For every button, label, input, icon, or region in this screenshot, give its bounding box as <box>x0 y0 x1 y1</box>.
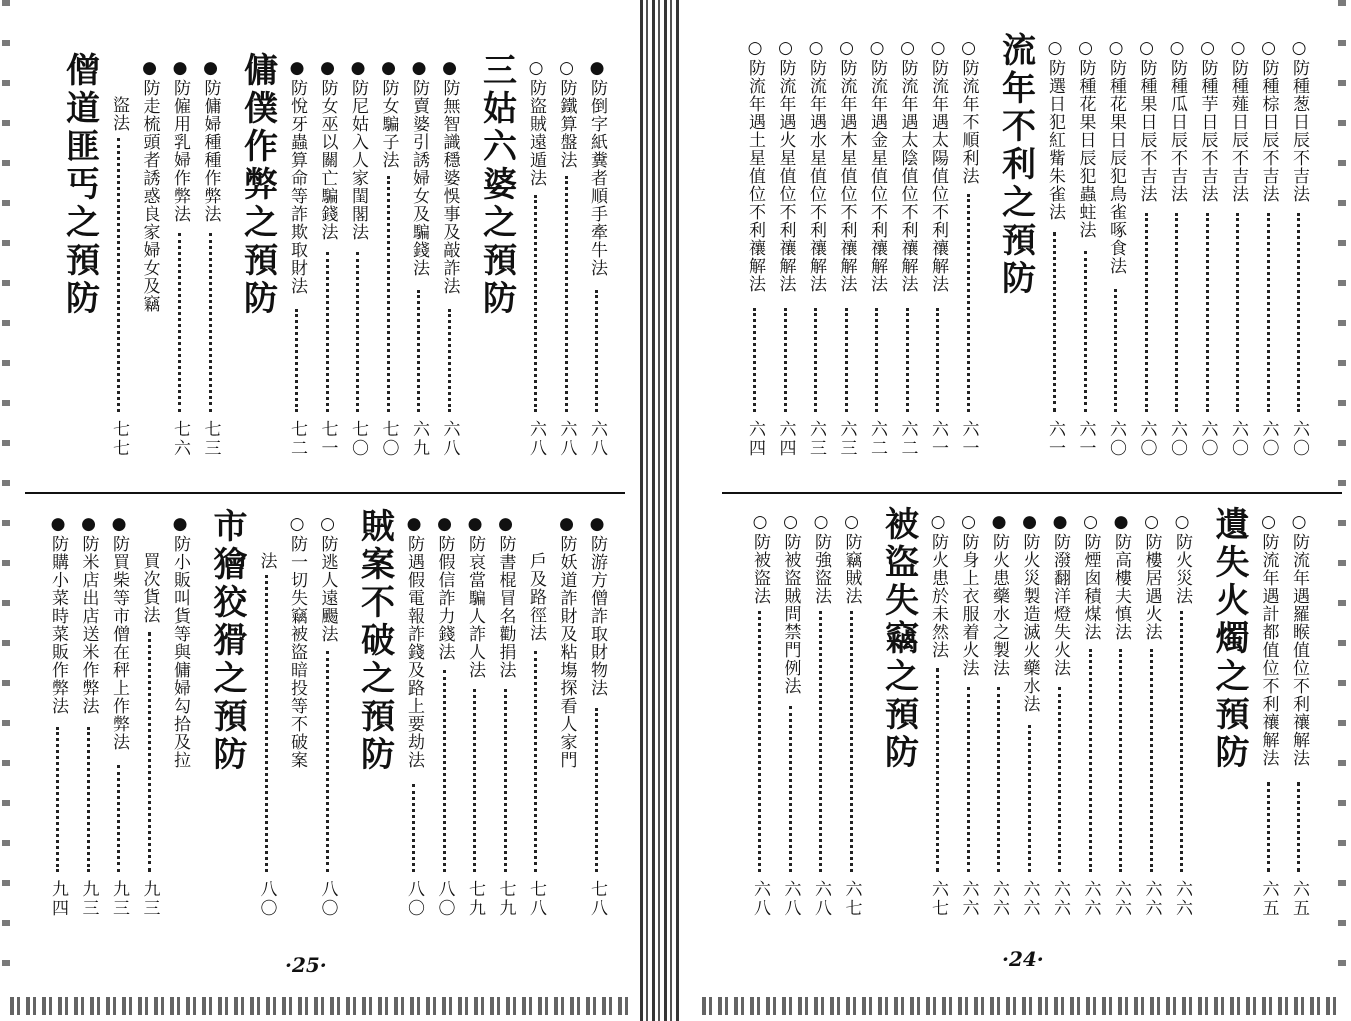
toc-page-number: 七二 <box>287 420 307 458</box>
toc-entry-title: ○防鐵算盤法 <box>556 58 577 169</box>
toc-page-number: 六一 <box>958 420 979 458</box>
toc-entry[interactable] <box>1137 500 1167 970</box>
toc-entry-title: ○防種棕日辰不吉法 <box>1258 38 1279 203</box>
toc-page-number: 七三 <box>200 420 221 458</box>
toc-entry-title: ○防盜賊遠遁法 <box>526 58 546 187</box>
leader-dots <box>967 194 970 412</box>
leader-dots <box>1180 611 1183 872</box>
toc-page-number: 六一 <box>1045 420 1065 458</box>
toc-page-number: 六二 <box>867 420 887 458</box>
section-heading: 僧道匪丐之預防 <box>59 52 100 318</box>
toc-page-number: 六九 <box>409 420 429 458</box>
toc-page-number: 六六 <box>1019 880 1040 918</box>
toc-entry-title: ○防流年遇木星值位不利禳解法 <box>836 38 857 293</box>
divider <box>722 492 1342 494</box>
toc-entry[interactable] <box>776 500 806 970</box>
toc-entry-title: ○防流年遇太陰值位不利禳解法 <box>897 38 918 293</box>
leader-dots <box>412 784 415 872</box>
toc-page-number: 六五 <box>1258 880 1279 918</box>
toc-entry-title: ○防強盜法 <box>811 512 831 605</box>
toc-entry[interactable] <box>313 0 343 490</box>
leader-dots <box>819 611 822 872</box>
leader-dots <box>565 176 568 412</box>
toc-entry-title: ○防種花果日辰犯鳥雀啄食法 <box>1106 38 1126 275</box>
toc-page-number: 六六 <box>1172 880 1192 918</box>
toc-entry[interactable] <box>862 0 892 490</box>
toc-page-number: 八〇 <box>317 880 338 918</box>
toc-page-number: 六五 <box>1289 880 1309 918</box>
toc-entry-title: ●防傭婦種種作弊法 <box>200 58 221 223</box>
toc-page-number: 六六 <box>989 880 1009 918</box>
toc-entry[interactable] <box>1193 0 1223 490</box>
section-heading: 被盜失竊之預防 <box>878 506 919 772</box>
toc-entry[interactable] <box>582 0 612 490</box>
toc-entry-title: 買次貨法 <box>139 552 160 624</box>
toc-entry-title: ○防流年遇水星值位不利禳解法 <box>806 38 826 293</box>
toc-page-number: 六〇 <box>1289 420 1309 458</box>
toc-entry-title: ●防倒字紙糞者順手牽牛法 <box>587 58 607 277</box>
leader-dots <box>1114 289 1117 412</box>
toc-page-number: 七八 <box>526 880 546 918</box>
toc-page-number: 六六 <box>958 880 979 918</box>
leader-dots <box>875 308 878 412</box>
toc-entry-title: ●防女騙子法 <box>378 58 399 169</box>
toc-page-number: 六八 <box>556 420 577 458</box>
toc-entry-title: ○防逃人遠颺法 <box>317 514 338 643</box>
leader-dots <box>1206 213 1209 412</box>
toc-entry[interactable] <box>954 500 984 970</box>
left-top-block <box>0 0 640 490</box>
toc-entry[interactable] <box>1284 0 1314 490</box>
toc-entry[interactable] <box>1015 500 1045 970</box>
toc-page-number: 六四 <box>775 420 796 458</box>
toc-page-number: 六八 <box>750 880 770 918</box>
leader-dots <box>473 689 476 872</box>
toc-page-number: 六四 <box>745 420 765 458</box>
leader-dots <box>1267 782 1270 872</box>
toc-entry-title: ○防流年不順利法 <box>958 38 979 185</box>
toc-entry-title: ●防妖道詐財及粘塲探看人家門 <box>556 514 577 769</box>
toc-entry[interactable] <box>1284 500 1314 970</box>
toc-entry-title: ●防米店出店送米作弊法 <box>78 514 99 715</box>
leader-dots <box>936 668 939 872</box>
toc-entry-title: ○防身上衣服着火法 <box>958 512 979 677</box>
right-top-block <box>682 0 1351 490</box>
leader-dots <box>753 308 756 412</box>
toc-entry[interactable] <box>771 0 801 490</box>
section-heading: 流年不利之預防 <box>995 32 1036 298</box>
toc-entry[interactable] <box>1045 500 1075 970</box>
leader-dots <box>417 290 420 412</box>
toc-entry-title: ○防流年遇計都值位不利禳解法 <box>1258 512 1279 767</box>
toc-entry[interactable] <box>1040 0 1070 490</box>
toc-page-number: 七六 <box>170 420 190 458</box>
leader-dots <box>117 138 120 412</box>
toc-page-number: 六六 <box>1050 880 1070 918</box>
leader-dots <box>595 708 598 872</box>
toc-entry-title: ○防種花果日辰犯蟲蛀法 <box>1075 38 1096 239</box>
leader-dots <box>1297 213 1300 412</box>
toc-entry-title: ●防游方僧詐取財物法 <box>587 514 607 697</box>
leader-dots <box>1236 213 1239 412</box>
toc-entry-title: ○防流年遇金星值位不利禳解法 <box>867 38 887 293</box>
toc-entry[interactable] <box>837 500 867 970</box>
leader-dots <box>1150 649 1153 872</box>
leader-dots <box>1175 213 1178 412</box>
toc-page-number: 七九 <box>495 880 516 918</box>
leader-dots <box>443 670 446 872</box>
toc-entry-title: ○防流年遇土星值位不利禳解法 <box>745 38 765 293</box>
book-spine <box>640 0 682 1021</box>
toc-entry[interactable] <box>923 0 953 490</box>
toc-entry-title: ●防小販叫貨等與傭婦勾拾及拉 <box>170 514 190 769</box>
toc-entry-title: ●防書棍冒名勸捐法 <box>495 514 516 679</box>
toc-page-number: 八〇 <box>434 880 455 918</box>
leader-dots <box>56 727 59 872</box>
leader-dots <box>295 309 298 412</box>
section-heading: 賊案不破之預防 <box>354 508 395 774</box>
toc-entry[interactable] <box>491 500 521 970</box>
toc-page-number: 七〇 <box>378 420 399 458</box>
toc-page-number: 六三 <box>836 420 857 458</box>
toc-entry[interactable] <box>343 0 373 490</box>
toc-entry-title: ●防無智識穩婆悞事及敲詐法 <box>439 58 460 295</box>
toc-entry[interactable] <box>165 500 195 970</box>
right-bottom-block <box>682 500 1351 970</box>
toc-entry-title: ●防女巫以關亡騙錢法 <box>317 58 338 241</box>
toc-entry-title: ○防一切失竊被盜暗投等不破案 <box>287 514 307 769</box>
leader-dots <box>117 765 120 872</box>
leader-dots <box>1145 213 1148 412</box>
leader-dots <box>1089 649 1092 872</box>
toc-page-number: 六一 <box>928 420 948 458</box>
toc-page-number: 八〇 <box>256 880 277 918</box>
leader-dots <box>504 689 507 872</box>
toc-page-number: 六八 <box>780 880 801 918</box>
leader-dots <box>1084 251 1087 412</box>
toc-entry-title: ○防火患於未然法 <box>928 512 948 659</box>
toc-entry[interactable] <box>893 0 923 490</box>
toc-page-number: 七一 <box>317 420 338 458</box>
toc-entry-title: ○防種葱日辰不吉法 <box>1289 38 1309 203</box>
leader-dots <box>1119 649 1122 872</box>
toc-entry[interactable] <box>521 0 551 490</box>
leader-dots <box>326 651 329 872</box>
page-24 <box>682 0 1351 1021</box>
toc-entry-title: ●防火災製造滅火藥水法 <box>1019 512 1040 713</box>
toc-entry[interactable] <box>104 0 134 490</box>
toc-entry-title: ○防竊賊法 <box>841 512 862 605</box>
toc-page-number: 六八 <box>587 420 607 458</box>
toc-entry[interactable] <box>404 0 434 490</box>
toc-entry[interactable] <box>313 500 343 970</box>
toc-entry-title: ○防被盜法 <box>750 512 770 605</box>
toc-entry[interactable] <box>399 500 429 970</box>
leader-dots <box>209 233 212 412</box>
leader-dots <box>265 575 268 872</box>
toc-page-number: 六〇 <box>1258 420 1279 458</box>
leader-dots <box>1028 725 1031 872</box>
toc-page-number: 七七 <box>109 420 129 458</box>
leader-dots <box>534 651 537 872</box>
toc-entry[interactable] <box>74 500 104 970</box>
leader-dots <box>850 611 853 872</box>
page-number: ·24· <box>1002 947 1044 971</box>
toc-entry[interactable] <box>282 500 312 970</box>
leader-dots <box>148 632 151 872</box>
toc-entry-title: ●防火患藥水之製法 <box>989 512 1009 677</box>
left-bottom-block <box>0 500 640 970</box>
toc-entry-title: ●防購小菜時菜販作弊法 <box>48 514 68 715</box>
toc-page-number: 六〇 <box>1167 420 1187 458</box>
leader-dots <box>534 195 537 412</box>
toc-page-number: 六七 <box>928 880 948 918</box>
toc-entry[interactable] <box>1254 0 1284 490</box>
leader-dots <box>87 727 90 872</box>
toc-entry-title: 戶及路徑法 <box>526 552 546 642</box>
toc-entry[interactable] <box>552 0 582 490</box>
toc-page-number: 六〇 <box>1106 420 1126 458</box>
toc-entry[interactable] <box>1106 500 1136 970</box>
toc-page-number: 六八 <box>526 420 546 458</box>
toc-page-number: 八〇 <box>404 880 424 918</box>
bottom-ornament <box>10 997 630 1015</box>
toc-entry-title: ○防流年遇太陽值位不利禳解法 <box>928 38 948 293</box>
toc-entry[interactable] <box>43 500 73 970</box>
page-25 <box>0 0 640 1021</box>
toc-entry-title: ○防樓居遇火法 <box>1141 512 1162 641</box>
leader-dots <box>356 252 359 412</box>
leader-dots <box>326 252 329 412</box>
leader-dots <box>936 308 939 412</box>
toc-entry[interactable] <box>1162 0 1192 490</box>
toc-entry[interactable] <box>521 500 551 970</box>
toc-entry[interactable] <box>1223 0 1253 490</box>
leader-dots <box>1058 687 1061 872</box>
toc-entry[interactable] <box>806 500 836 970</box>
toc-entry-title: 法 <box>256 552 277 570</box>
toc-entry-title: ○防種薤日辰不吉法 <box>1228 38 1248 203</box>
toc-entry-title: ●防潑翻洋燈失火法 <box>1050 512 1070 677</box>
toc-entry[interactable] <box>832 0 862 490</box>
toc-entry-title: ●防走梳頭者誘惑良家婦女及竊 <box>139 58 160 313</box>
toc-entry-title: ●防尼姑入人家閨閣法 <box>348 58 368 241</box>
toc-page-number: 九三 <box>78 880 99 918</box>
section-heading: 三姑六婆之預防 <box>476 52 517 318</box>
toc-page-number: 九三 <box>109 880 129 918</box>
toc-page-number: 六六 <box>1080 880 1101 918</box>
toc-page-number: 六三 <box>806 420 826 458</box>
section-heading: 遺失火燭之預防 <box>1209 506 1249 772</box>
toc-entry[interactable] <box>196 0 226 490</box>
toc-entry[interactable] <box>1101 0 1131 490</box>
toc-entry-title: ●防買柴等市僧在秤上作弊法 <box>109 514 129 751</box>
toc-entry-title: ●防遇假電報詐錢及路上要劫法 <box>404 514 424 769</box>
toc-entry[interactable] <box>1071 0 1101 490</box>
leader-dots <box>178 233 181 412</box>
leader-dots <box>1053 232 1056 412</box>
toc-page-number: 六〇 <box>1228 420 1248 458</box>
toc-page-number: 六六 <box>1141 880 1162 918</box>
bottom-ornament <box>702 997 1342 1015</box>
leader-dots <box>387 176 390 412</box>
toc-entry-title: ●防悅牙蟲算命等詐欺取財法 <box>287 58 307 295</box>
leader-dots <box>845 308 848 412</box>
toc-entry-title: ○防流年遇火星值位不利禳解法 <box>775 38 796 293</box>
toc-entry-title: ○防煙囱積煤法 <box>1080 512 1101 641</box>
toc-page-number: 九三 <box>139 880 160 918</box>
toc-entry[interactable] <box>552 500 582 970</box>
leader-dots <box>789 706 792 872</box>
toc-entry-title: ●防高樓夫慎法 <box>1111 512 1131 641</box>
toc-entry[interactable] <box>740 0 770 490</box>
toc-page-number: 六八 <box>439 420 460 458</box>
toc-entry[interactable] <box>1132 0 1162 490</box>
toc-entry-title: 盜法 <box>109 96 129 132</box>
toc-page-number: 六一 <box>1075 420 1096 458</box>
toc-page-number: 六〇 <box>1136 420 1157 458</box>
leader-dots <box>1297 782 1300 872</box>
toc-entry-title: ○防種瓜日辰不吉法 <box>1167 38 1187 203</box>
toc-entry[interactable] <box>1254 500 1284 970</box>
toc-page-number: 六七 <box>841 880 862 918</box>
toc-entry[interactable] <box>282 0 312 490</box>
toc-page-number: 六八 <box>811 880 831 918</box>
section-heading: 市獪狡猾之預防 <box>207 508 247 774</box>
leader-dots <box>906 308 909 412</box>
toc-entry-title: ○防火災法 <box>1172 512 1192 605</box>
toc-entry-title: ○防種果日辰不吉法 <box>1136 38 1157 203</box>
toc-entry[interactable] <box>135 0 165 490</box>
leader-dots <box>595 290 598 412</box>
toc-entry[interactable] <box>923 500 953 970</box>
toc-page-number: 七〇 <box>348 420 368 458</box>
toc-entry[interactable] <box>984 500 1014 970</box>
toc-entry[interactable] <box>374 0 404 490</box>
leader-dots <box>997 687 1000 872</box>
toc-page-number: 六〇 <box>1197 420 1218 458</box>
toc-entry-title: ●防僱用乳婦作弊法 <box>170 58 190 223</box>
page-number: ·25· <box>285 953 327 977</box>
toc-entry-title: ●防假信詐力錢法 <box>434 514 455 661</box>
toc-entry-title: ○防被盜賊問禁門例法 <box>780 512 801 695</box>
toc-entry[interactable] <box>135 500 165 970</box>
toc-entry[interactable] <box>801 0 831 490</box>
toc-entry-title: ●防哀當騙人詐人法 <box>465 514 485 679</box>
toc-page-number: 七八 <box>587 880 607 918</box>
toc-entry[interactable] <box>1076 500 1106 970</box>
leader-dots <box>784 308 787 412</box>
toc-entry[interactable] <box>430 500 460 970</box>
toc-entry[interactable] <box>252 500 282 970</box>
section-heading: 傭僕作弊之預防 <box>237 52 278 318</box>
divider <box>25 492 625 494</box>
leader-dots <box>448 309 451 412</box>
toc-entry[interactable] <box>954 0 984 490</box>
toc-entry[interactable] <box>745 500 775 970</box>
toc-entry[interactable] <box>582 500 612 970</box>
toc-page-number: 六二 <box>897 420 918 458</box>
leader-dots <box>758 611 761 872</box>
toc-entry[interactable] <box>1167 500 1197 970</box>
leader-dots <box>814 308 817 412</box>
leader-dots <box>967 687 970 872</box>
toc-page-number: 七九 <box>465 880 485 918</box>
toc-entry-title: ○防流年遇羅睺值位不利禳解法 <box>1289 512 1309 767</box>
toc-entry[interactable] <box>460 500 490 970</box>
toc-page-number: 六六 <box>1111 880 1131 918</box>
toc-entry[interactable] <box>104 500 134 970</box>
toc-entry-title: ○防選日犯紅觜朱雀法 <box>1045 38 1065 221</box>
toc-entry-title: ●防賣婆引誘婦女及騙錢法 <box>409 58 429 277</box>
toc-entry-title: ○防種芋日辰不吉法 <box>1197 38 1218 203</box>
toc-entry[interactable] <box>435 0 465 490</box>
toc-page-number: 九四 <box>48 880 68 918</box>
leader-dots <box>1267 213 1270 412</box>
toc-entry[interactable] <box>165 0 195 490</box>
